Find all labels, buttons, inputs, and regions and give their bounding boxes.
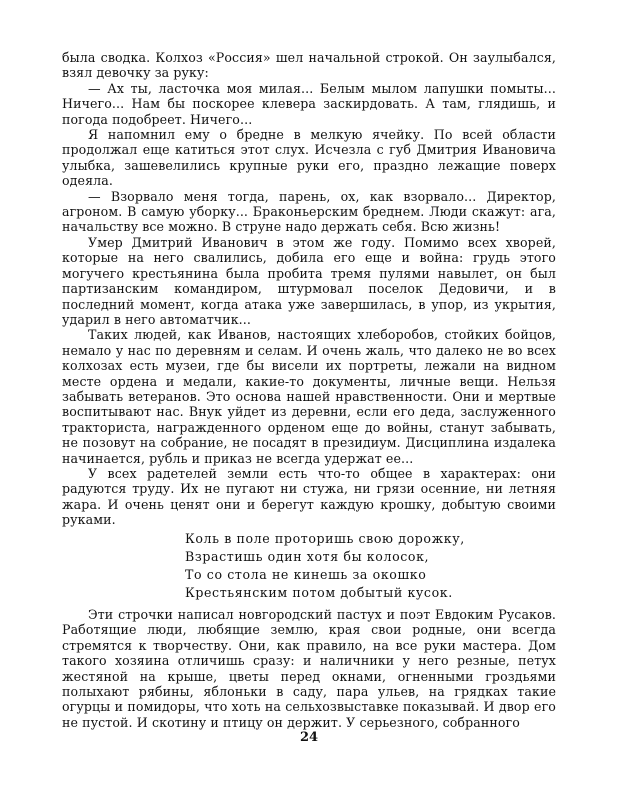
paragraph: Я напомнил ему о бредне в мелкую ячейку. По всей области продолжал еще катиться этот слух. Исчезла с губ Дмитрия Ивановича улыбка, зашевелились крупные руки его, праздно лежащие поверх одеяла.: [62, 127, 556, 189]
poem-line: Взрастишь один хотя бы колосок,: [185, 549, 430, 564]
poem-line: То со стола не кинешь за окошко: [185, 567, 427, 582]
continued-text: [62, 607, 556, 730]
paragraph: — Ах ты, ласточка моя милая... Белым мылом лапушки помыты... Ничего... Нам бы поскорее клевера заскирдовать. А там, глядишь, и погода подобреет. Ничего...: [62, 80, 556, 127]
paragraph: — Взорвало меня тогда, парень, ох, как взорвало... Директор, агроном. В самую уборку... Браконьерским бреднем. Люди скажут: ага, начальству все можно. В струне надо держать себя. Всю жизнь!: [62, 188, 556, 235]
paragraph: Умер Дмитрий Иванович в этом же году. Помимо всех хворей, которые на него свалились, добила его еще и война: грудь этого могучего крестьянина была пробита тремя пулями навылет, он был партизанским командиром, штурмовал поселок Дедовичи, и в последний момент, когда атака уже завершилась, в упор, из укрытия, ударил в него автоматчик...: [62, 234, 556, 327]
paragraph: была сводка. Колхоз «Россия» шел начальной строкой. Он заулыбался, взял девочку за руку:: [62, 50, 556, 81]
paragraph: У всех радетелей земли есть что-то общее в характерах: они радуются труду. Их не пугают ни стужа, ни грязи осенние, ни летняя жара. И очень ценят они и берегут каждую крошку, добытую своими руками.: [62, 465, 556, 528]
page-number: 24: [299, 730, 319, 745]
paragraph: Эти строчки написал новгородский пастух и поэт Евдоким Русаков. Работящие люди, любящие землю, края свои родные, они всегда стремятся к творчеству. Они, как правило, на все руки мастера. Дом такого хозяина отличишь сразу: и наличники у него резные, петух жестяной на крыше, цветы перед окнами, огненными гроздьями полыхают рябины, яблоньки в саду, пара ульев, на грядках такие огурцы и помидоры, что хоть на сельхозвыставке показывай. И двор его не пустой. И скотину и птицу он держит. У серьезного, собранного: [62, 607, 556, 730]
paragraph: Таких людей, как Иванов, настоящих хлеборобов, стойких бойцов, немало у нас по деревням и селам. И очень жаль, что далеко не во всех колхозах есть музеи, где бы висели их портреты, лежали на видном месте ордена и медали, какие-то документы, личные вещи. Нельзя забывать ветеранов. Это основа нашей нравственности. Они и мертвые воспитывают нас. Внук уйдет из деревни, если его деда, заслуженного тракториста, награжденного орденом еще до войны, станут забывать, не позовут на собрание, не посадят в президиум. Дисциплина издалека начинается, рубль и приказ не всегда удержат ее...: [62, 327, 556, 466]
main-text: [62, 50, 556, 528]
poem-quote: [185, 530, 465, 602]
poem-line: Коль в поле проторишь свою дорожку,: [185, 531, 465, 546]
poem-line: Крестьянским потом добытый кусок.: [185, 585, 453, 600]
